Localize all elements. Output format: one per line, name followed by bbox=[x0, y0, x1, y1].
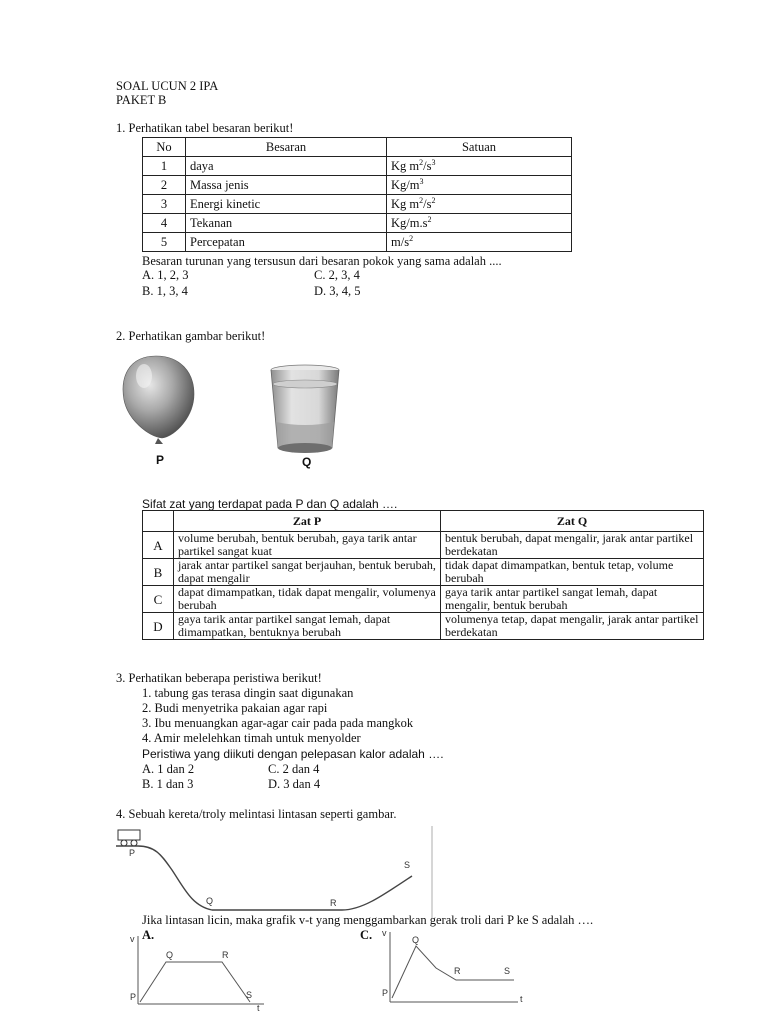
q1-satuan-base: Kg/m.s bbox=[391, 215, 428, 230]
q1-cell-no: 1 bbox=[143, 157, 186, 176]
table-row bbox=[143, 511, 704, 532]
graph-a-v-label: v bbox=[130, 934, 135, 944]
doc-title: SOAL UCUN 2 IPA bbox=[116, 79, 219, 93]
q3-question: Peristiwa yang diikuti dengan pelepasan kalor adalah …. bbox=[142, 747, 444, 761]
q1-cell-satuan bbox=[387, 157, 572, 176]
q1-cell-besaran: daya bbox=[186, 157, 387, 176]
q3-item: 1. tabung gas terasa dingin saat digunakan bbox=[142, 686, 354, 700]
q1-cell-besaran: Percepatan bbox=[186, 233, 387, 252]
q1-cell-satuan bbox=[387, 195, 572, 214]
q2-row-option: A bbox=[143, 532, 174, 559]
q1-option-b: B. 1, 3, 4 bbox=[142, 284, 188, 298]
q1-satuan-base: m/s bbox=[391, 234, 410, 249]
q2-header-zat-q: Zat Q bbox=[441, 511, 704, 532]
q1-header-besaran: Besaran bbox=[186, 138, 387, 157]
q1-option-a: A. 1, 2, 3 bbox=[142, 268, 189, 282]
graph-a-s-label: S bbox=[246, 990, 253, 1000]
q1-header-satuan: Satuan bbox=[387, 138, 572, 157]
q2-row-option: C bbox=[143, 586, 174, 613]
graph-a-p-label: P bbox=[130, 992, 137, 1002]
q2-table bbox=[142, 510, 704, 640]
graph-a-q-label: Q bbox=[166, 950, 174, 960]
table-row bbox=[143, 195, 572, 214]
q3-item: 2. Budi menyetrika pakaian agar rapi bbox=[142, 701, 328, 715]
q1-satuan-base: Kg m bbox=[391, 158, 420, 173]
q1-cell-no: 2 bbox=[143, 176, 186, 195]
graph-c-p-label: P bbox=[382, 988, 389, 998]
q1-cell-besaran: Tekanan bbox=[186, 214, 387, 233]
q1-cell-satuan bbox=[387, 233, 572, 252]
table-row bbox=[143, 157, 572, 176]
q2-cell-zat-p: gaya tarik antar partikel sangat lemah, dapat dimampatkan, bentuknya berubah bbox=[174, 613, 441, 640]
q2-text: 2. Perhatikan gambar berikut! bbox=[116, 329, 266, 343]
q1-satuan-sup: 2 bbox=[431, 195, 436, 205]
graph-c-q-label: Q bbox=[412, 935, 420, 945]
q1-cell-satuan bbox=[387, 214, 572, 233]
graph-a-t-label: t bbox=[257, 1003, 260, 1012]
q2-cell-zat-q: bentuk berubah, dapat mengalir, jarak antar partikel berdekatan bbox=[441, 532, 704, 559]
graph-a-line bbox=[140, 962, 253, 1002]
q1-header-no: No bbox=[143, 138, 186, 157]
balloon-image bbox=[118, 354, 198, 446]
track-label-q: Q bbox=[206, 896, 214, 906]
q1-satuan-sup: 2 bbox=[419, 157, 424, 167]
q1-satuan-sup: 3 bbox=[431, 157, 436, 167]
q1-satuan-base: Kg/m bbox=[391, 177, 420, 192]
table-row bbox=[143, 559, 704, 586]
doc-paket: PAKET B bbox=[116, 93, 167, 107]
q1-satuan-mid: /s bbox=[423, 158, 432, 173]
q3-option-c: C. 2 dan 4 bbox=[268, 762, 320, 776]
q2-cell-zat-p: jarak antar partikel sangat berjauhan, bentuk berubah, dapat mengalir bbox=[174, 559, 441, 586]
table-row bbox=[143, 176, 572, 195]
q2-cell-zat-p: dapat dimampatkan, tidak dapat mengalir, volumenya berubah bbox=[174, 586, 441, 613]
trolley-wheel bbox=[131, 840, 137, 846]
graph-c-t-label: t bbox=[520, 994, 523, 1004]
glass-of-water-image bbox=[266, 362, 344, 460]
track-diagram bbox=[112, 826, 442, 918]
q1-cell-no: 4 bbox=[143, 214, 186, 233]
q2-question: Sifat zat yang terdapat pada P dan Q adalah …. bbox=[142, 497, 398, 511]
q1-option-d: D. 3, 4, 5 bbox=[314, 284, 361, 298]
graph-c-v-label: v bbox=[382, 928, 387, 938]
q4-option-c: C. bbox=[360, 928, 373, 942]
q1-text: 1. Perhatikan tabel besaran berikut! bbox=[116, 121, 294, 135]
q1-satuan-base: Kg m bbox=[391, 196, 420, 211]
graph-c-r-label: R bbox=[454, 966, 461, 976]
q2-cell-zat-q: gaya tarik antar partikel sangat lemah, dapat mengalir, bentuk berubah bbox=[441, 586, 704, 613]
q2-cell-zat-q: tidak dapat dimampatkan, bentuk tetap, volume berubah bbox=[441, 559, 704, 586]
q3-option-a: A. 1 dan 2 bbox=[142, 762, 195, 776]
q1-cell-besaran: Massa jenis bbox=[186, 176, 387, 195]
q1-satuan-sup: 2 bbox=[427, 214, 432, 224]
table-row bbox=[143, 532, 704, 559]
q1-satuan-sup: 2 bbox=[409, 233, 414, 243]
q4-option-a: A. bbox=[142, 928, 155, 942]
graph-a-r-label: R bbox=[222, 950, 229, 960]
q2-header-zat-p: Zat P bbox=[174, 511, 441, 532]
trolley-wheel bbox=[121, 840, 127, 846]
label-q: Q bbox=[302, 455, 312, 469]
q2-row-option: B bbox=[143, 559, 174, 586]
q1-cell-no: 3 bbox=[143, 195, 186, 214]
q3-option-b: B. 1 dan 3 bbox=[142, 777, 194, 791]
track-line bbox=[116, 846, 412, 910]
q2-row-option: D bbox=[143, 613, 174, 640]
graph-c bbox=[374, 926, 534, 1016]
q3-option-d: D. 3 dan 4 bbox=[268, 777, 321, 791]
graph-c-s-label: S bbox=[504, 966, 511, 976]
track-label-r: R bbox=[330, 898, 337, 908]
q1-satuan-sup: 3 bbox=[419, 176, 424, 186]
q4-question: Jika lintasan licin, maka grafik v-t yang menggambarkan gerak troli dari P ke S adalah …. bbox=[142, 913, 594, 927]
table-row bbox=[143, 613, 704, 640]
q1-satuan-mid: /s bbox=[423, 196, 432, 211]
q2-cell-zat-q: volumenya tetap, dapat mengalir, jarak antar partikel berdekatan bbox=[441, 613, 704, 640]
graph-c-line bbox=[392, 946, 514, 998]
q1-satuan-sup: 2 bbox=[419, 195, 424, 205]
table-row bbox=[143, 233, 572, 252]
q1-option-c: C. 2, 3, 4 bbox=[314, 268, 360, 282]
q2-header-empty bbox=[143, 511, 174, 532]
q1-cell-no: 5 bbox=[143, 233, 186, 252]
q1-cell-satuan bbox=[387, 176, 572, 195]
label-p: P bbox=[156, 453, 165, 467]
q4-text: 4. Sebuah kereta/troly melintasi lintasan seperti gambar. bbox=[116, 807, 397, 821]
q1-table bbox=[142, 137, 572, 252]
track-label-s: S bbox=[404, 860, 411, 870]
table-row bbox=[143, 214, 572, 233]
q2-cell-zat-p: volume berubah, bentuk berubah, gaya tarik antar partikel sangat kuat bbox=[174, 532, 441, 559]
q3-item: 4. Amir melelehkan timah untuk menyolder bbox=[142, 731, 361, 745]
graph-a bbox=[126, 932, 272, 1012]
q3-item: 3. Ibu menuangkan agar-agar cair pada pada mangkok bbox=[142, 716, 414, 730]
q1-question: Besaran turunan yang tersusun dari besaran pokok yang sama adalah .... bbox=[142, 254, 502, 268]
table-row bbox=[143, 138, 572, 157]
q1-cell-besaran: Energi kinetic bbox=[186, 195, 387, 214]
q3-text: 3. Perhatikan beberapa peristiwa berikut! bbox=[116, 671, 322, 685]
track-label-p: P bbox=[129, 848, 136, 858]
trolley-body bbox=[118, 830, 140, 840]
table-row bbox=[143, 586, 704, 613]
